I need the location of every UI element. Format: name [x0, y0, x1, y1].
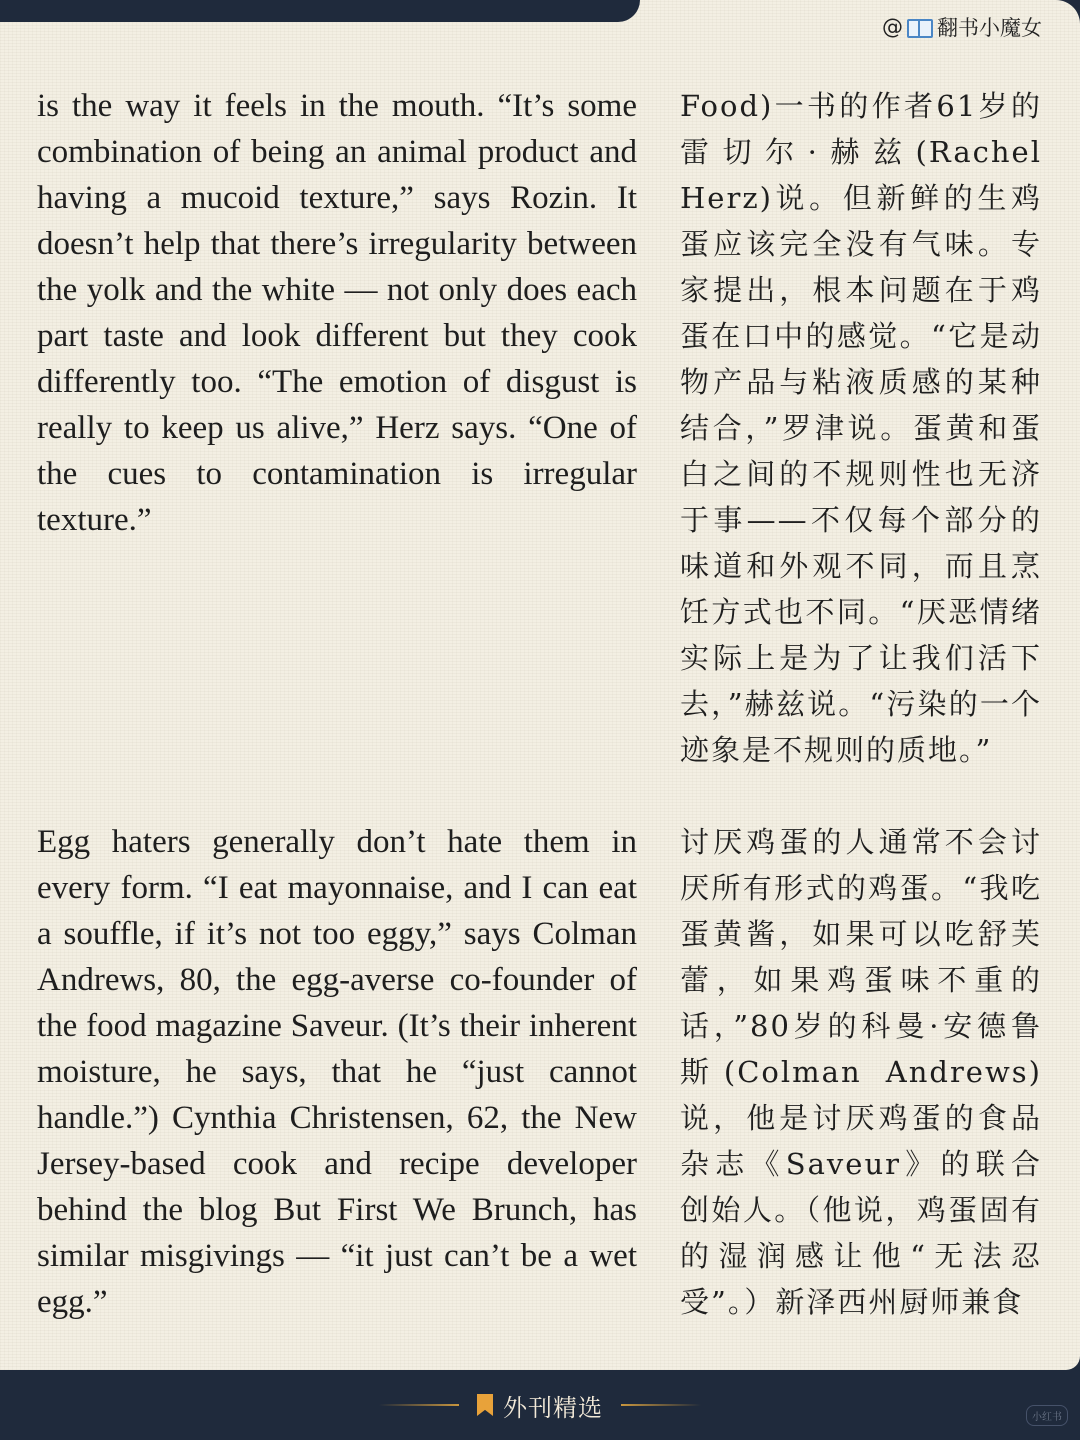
author-name: 翻书小魔女 [937, 16, 1042, 40]
footer-bar [0, 1370, 1080, 1440]
bookmark-icon [477, 1394, 493, 1416]
author-watermark [882, 12, 1042, 42]
english-paragraph-2: Egg haters generally don’t hate them in every form. “I eat mayonnaise, and I can eat a souffle, if it’s not too eggy,” says Colman Andrews, 80, the egg-averse co-founder of the food magazine Saveur. (It’s their inherent moisture, he says, that he “just cannot handle.”) Cynthia Christensen, 62, the New Jersey-based cook and recipe developer behind the blog But First We Brunch, has similar misgivings — “it just can’t be a wet egg.” [37, 824, 637, 1320]
at-sign: @ [882, 15, 903, 39]
chinese-paragraph-2: 讨厌鸡蛋的人通常不会讨厌所有形式的鸡蛋。“我吃蛋黄酱，如果可以吃舒芙蕾，如果鸡蛋味不重的话，”80岁的科曼·安德鲁斯(Colman Andrews)说，他是讨厌鸡蛋的食品杂志《Saveur》的联合创始人。（他说，鸡蛋固有的湿润感让他“无法忍受”。）新泽西州厨师兼食 [680, 825, 1042, 1319]
corner-logo-mark: 小红书 [1026, 1405, 1068, 1426]
open-book-icon [907, 18, 933, 36]
footer-title [477, 1388, 603, 1423]
footer-rule-left [379, 1404, 459, 1406]
chinese-paragraph-1: Food)一书的作者61岁的雷切尔·赫兹(Rachel Herz)说。但新鲜的生鸡蛋应该完全没有气味。专家提出，根本问题在于鸡蛋在口中的感觉。“它是动物产品与粘液质感的某种结合，”罗津说。蛋黄和蛋白之间的不规则性也无济于事——不仅每个部分的味道和外观不同，而且烹饪方式也不同。“厌恶情绪实际上是为了让我们活下去，”赫兹说。“污染的一个迹象是不规则的质地。” [680, 89, 1042, 767]
footer-rule-right [621, 1404, 701, 1406]
page-top-tab [0, 0, 640, 22]
footer-label: 外刊精选 [503, 1393, 603, 1422]
english-paragraph-1: is the way it feels in the mouth. “It’s some combination of being an animal product and having a mucoid texture,” says Rozin. It doesn’t help that there’s irregularity between the yolk and the white — not only does each part taste and look different but they cook differently too. “The emotion of disgust is really to keep us alive,” Herz says. “One of the cues to contamination is irregular texture.” [37, 88, 637, 538]
